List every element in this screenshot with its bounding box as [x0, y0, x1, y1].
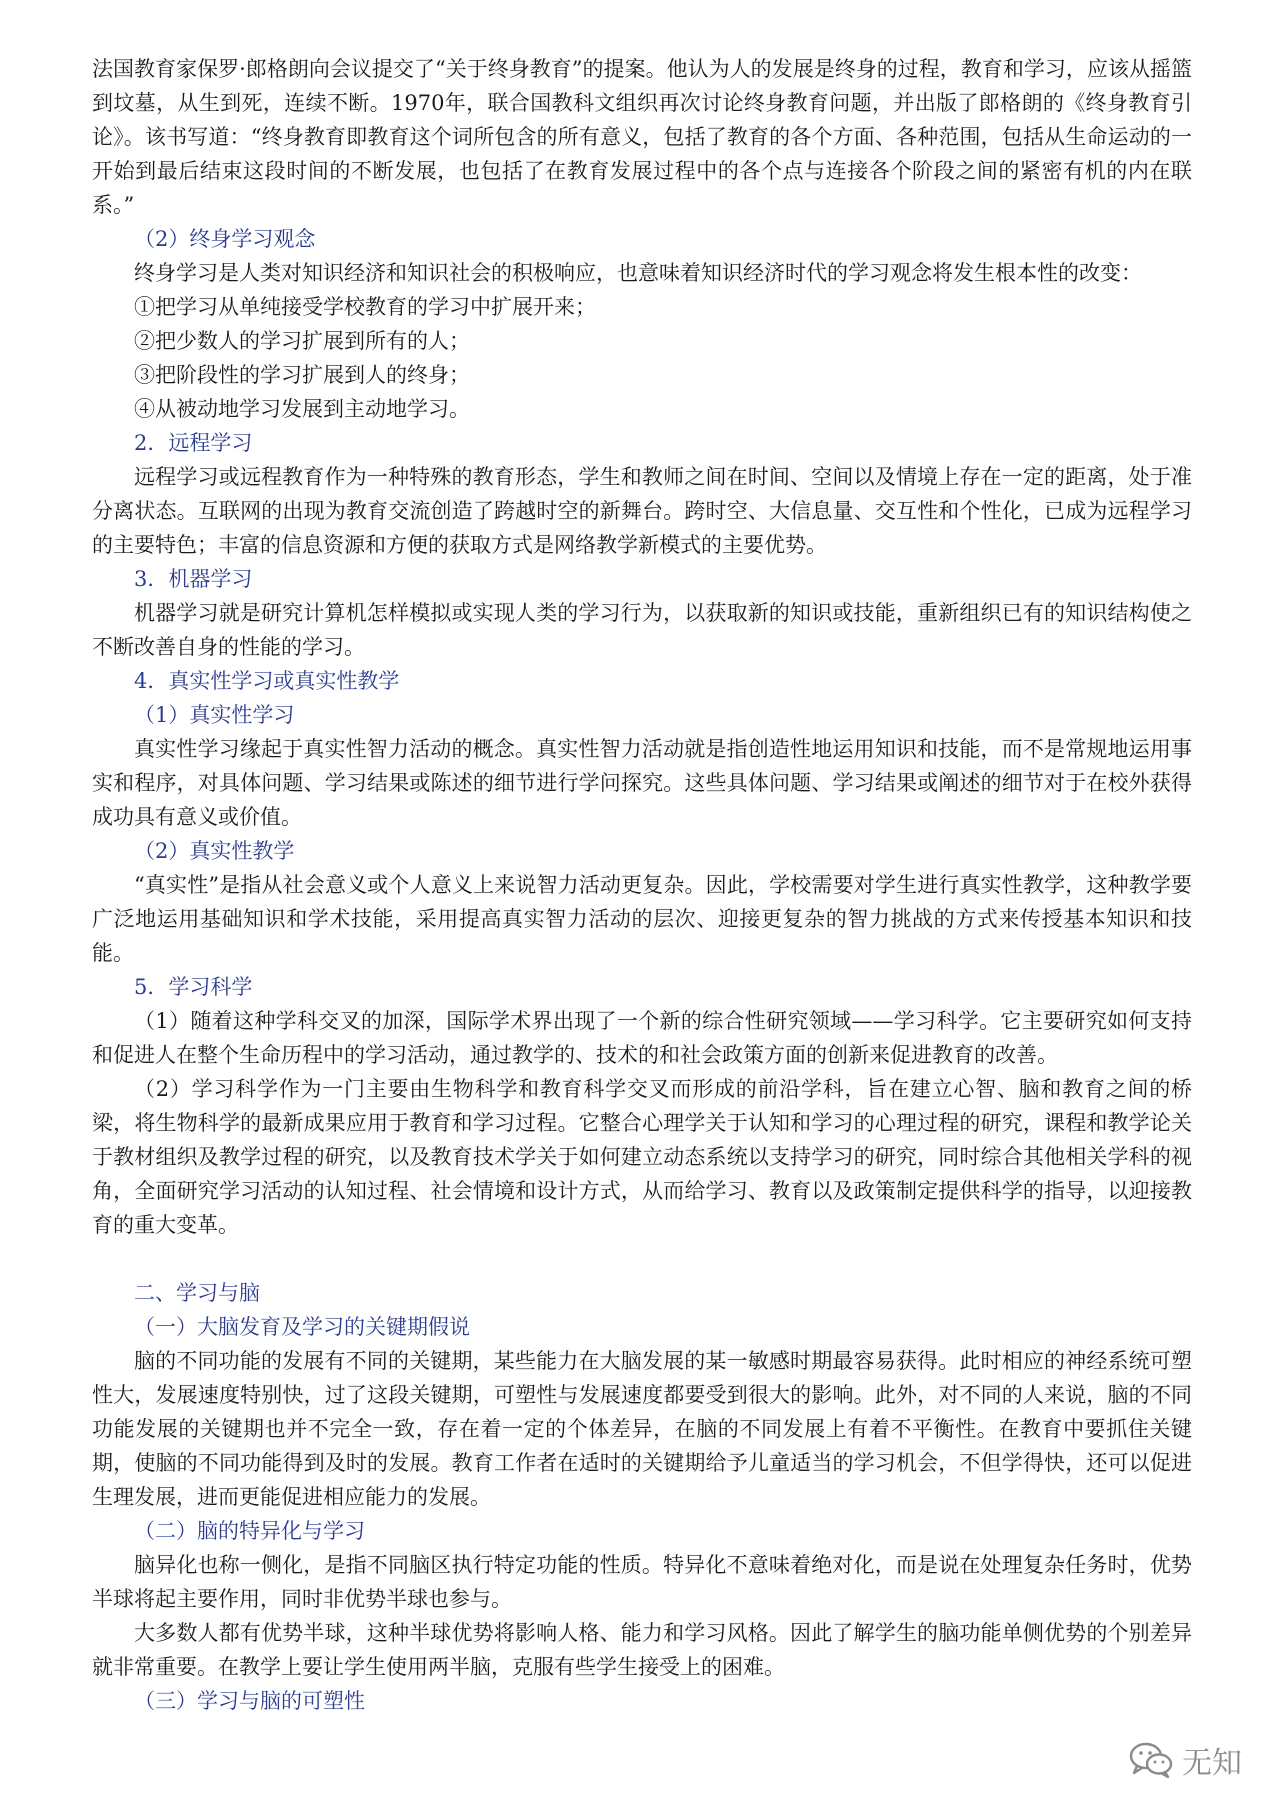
section-gap	[92, 1242, 1192, 1276]
paragraph-critical-period: 脑的不同功能的发展有不同的关键期，某些能力在大脑发展的某一敏感时期最容易获得。此时相应的神经系统可塑性大，发展速度特别快，过了这段关键期，可塑性与发展速度都要受到很大的影响。此外，对不同的人来说，脑的不同功能发展的关键期也并不完全一致，存在着一定的个体差异，在脑的不同发展上有着不平衡性。在教育中要抓住关键期，使脑的不同功能得到及时的发展。教育工作者在适时的关键期给予儿童适当的学习机会，不但学得快，还可以促进生理发展，进而更能促进相应能力的发展。	[92, 1349, 1192, 1509]
heading-distance-learning: 2．远程学习	[134, 431, 253, 455]
heading-critical-period: （一）大脑发育及学习的关键期假说	[134, 1315, 470, 1339]
paragraph-lifelong: 终身学习是人类对知识经济和知识社会的积极响应，也意味着知识经济时代的学习观念将发生根本性的改变：	[134, 261, 1142, 285]
paragraph-authentic-teaching: “真实性”是指从社会意义或个人意义上来说智力活动更复杂。因此，学校需要对学生进行真实性教学，这种教学要广泛地运用基础知识和学术技能，采用提高真实智力活动的层次、迎接更复杂的智力挑战的方式来传授基本知识和技能。	[92, 873, 1192, 965]
heading-authentic-teaching: （2）真实性教学	[134, 839, 295, 863]
paragraph-lateralization-1: 脑异化也称一侧化，是指不同脑区执行特定功能的性质。特异化不意味着绝对化，而是说在处理复杂任务时，优势半球将起主要作用，同时非优势半球也参与。	[92, 1553, 1192, 1611]
heading-lifelong-concept: （2）终身学习观念	[134, 227, 316, 251]
heading-authentic-learning: （1）真实性学习	[134, 703, 295, 727]
watermark	[1128, 1736, 1242, 1784]
watermark-text: 无知	[1182, 1746, 1242, 1781]
paragraph-lateralization-2: 大多数人都有优势半球，这种半球优势将影响人格、能力和学习风格。因此了解学生的脑功能单侧优势的个别差异就非常重要。在教学上要让学生使用两半脑，克服有些学生接受上的困难。	[92, 1621, 1192, 1679]
list-item: ①把学习从单纯接受学校教育的学习中扩展开来；	[134, 295, 596, 319]
paragraph-authentic-learning: 真实性学习缘起于真实性智力活动的概念。真实性智力活动就是指创造性地运用知识和技能，而不是常规地运用事实和程序，对具体问题、学习结果或陈述的细节进行学问探究。这些具体问题、学习结果或阐述的细节对于在校外获得成功具有意义或价值。	[92, 737, 1192, 829]
heading-lateralization: （二）脑的特异化与学习	[134, 1519, 365, 1543]
intro-paragraph: 法国教育家保罗·郎格朗向会议提交了“关于终身教育”的提案。他认为人的发展是终身的过程，教育和学习，应该从摇篮到坟墓，从生到死，连续不断。1970年，联合国教科文组织再次讨论终身教育问题，并出版了郎格朗的《终身教育引论》。该书写道：“终身教育即教育这个词所包含的所有意义，包括了教育的各个方面、各种范围，包括从生命运动的一开始到最后结束这段时间的不断发展，也包括了在教育发展过程中的各个点与连接各个阶段之间的紧密有机的内在联系。”	[92, 57, 1192, 217]
list-item: ③把阶段性的学习扩展到人的终身；	[134, 363, 470, 387]
heading-machine-learning: 3．机器学习	[134, 567, 253, 591]
heading-learning-science: 5．学习科学	[134, 975, 253, 999]
paragraph-machine-learning: 机器学习就是研究计算机怎样模拟或实现人类的学习行为，以获取新的知识或技能，重新组织已有的知识结构使之不断改善自身的性能的学习。	[92, 601, 1192, 659]
document-page	[92, 52, 1192, 1718]
paragraph-learning-science-1: （1）随着这种学科交叉的加深，国际学术界出现了一个新的综合性研究领域——学习科学。它主要研究如何支持和促进人在整个生命历程中的学习活动，通过教学的、技术的和社会政策方面的创新来促进教育的改善。	[92, 1009, 1192, 1067]
heading-plasticity: （三）学习与脑的可塑性	[134, 1689, 365, 1713]
wechat-icon	[1128, 1740, 1174, 1780]
list-item: ④从被动地学习发展到主动地学习。	[134, 397, 470, 421]
heading-learning-and-brain: 二、学习与脑	[134, 1281, 260, 1305]
list-item: ②把少数人的学习扩展到所有的人；	[134, 329, 470, 353]
paragraph-distance-learning: 远程学习或远程教育作为一种特殊的教育形态，学生和教师之间在时间、空间以及情境上存在一定的距离，处于准分离状态。互联网的出现为教育交流创造了跨越时空的新舞台。跨时空、大信息量、交互性和个性化，已成为远程学习的主要特色；丰富的信息资源和方便的获取方式是网络教学新模式的主要优势。	[92, 465, 1192, 557]
paragraph-learning-science-2: （2）学习科学作为一门主要由生物科学和教育科学交叉而形成的前沿学科，旨在建立心智、脑和教育之间的桥梁，将生物科学的最新成果应用于教育和学习过程。它整合心理学关于认知和学习的心理过程的研究，课程和教学论关于教材组织及教学过程的研究，以及教育技术学关于如何建立动态系统以支持学习的研究，同时综合其他相关学科的视角，全面研究学习活动的认知过程、社会情境和设计方式，从而给学习、教育以及政策制定提供科学的指导，以迎接教育的重大变革。	[92, 1077, 1192, 1237]
heading-authentic: 4．真实性学习或真实性教学	[134, 669, 400, 693]
